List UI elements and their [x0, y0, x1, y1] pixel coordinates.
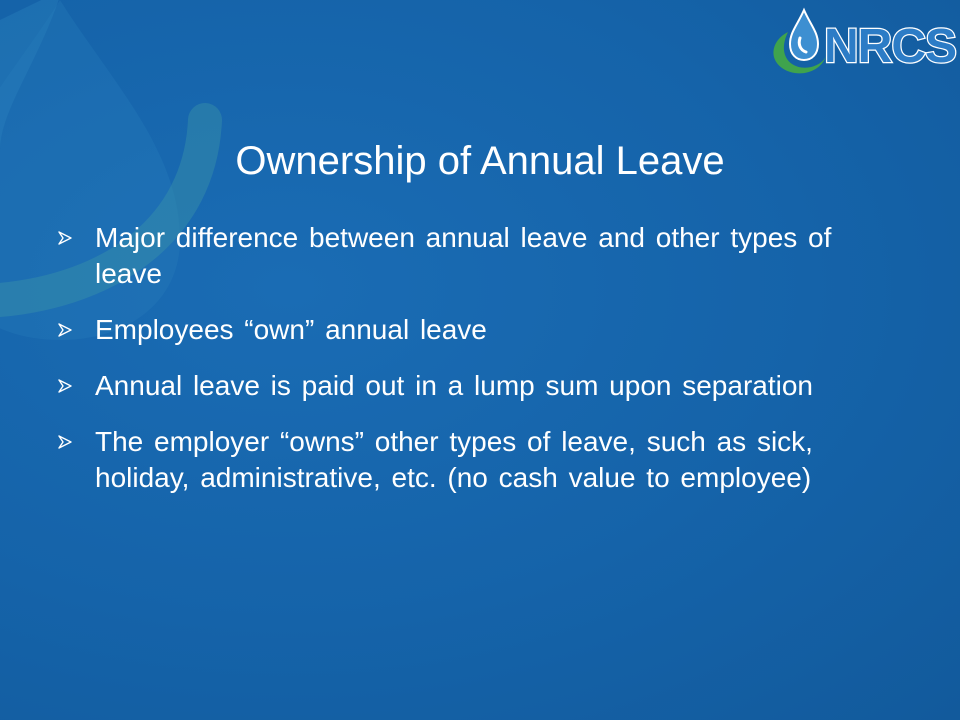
logo-text: NRCS	[824, 20, 957, 73]
arrowhead-bullet-icon	[58, 368, 95, 404]
bullet-text: Annual leave is paid out in a lump sum upon separation	[95, 370, 813, 401]
nrcs-water-drop-logo-icon	[773, 10, 826, 73]
bullet-item	[58, 312, 908, 348]
bullet-text: Major difference between annual leave and other types of leave	[95, 222, 832, 289]
bullet-text: Employees “own” annual leave	[95, 314, 487, 345]
slide-title: Ownership of Annual Leave	[235, 138, 725, 183]
bullet-list	[58, 220, 908, 516]
arrowhead-bullet-icon	[58, 424, 95, 460]
bullet-text: The employer “owns” other types of leave, such as sick, holiday, administrative, etc. (no cash value to employee)	[95, 426, 813, 493]
nrcs-logo	[764, 0, 960, 86]
bullet-item	[58, 424, 908, 496]
arrowhead-bullet-icon	[58, 312, 95, 348]
bullet-item	[58, 220, 908, 292]
arrowhead-bullet-icon	[58, 220, 95, 256]
bullet-item	[58, 368, 908, 404]
